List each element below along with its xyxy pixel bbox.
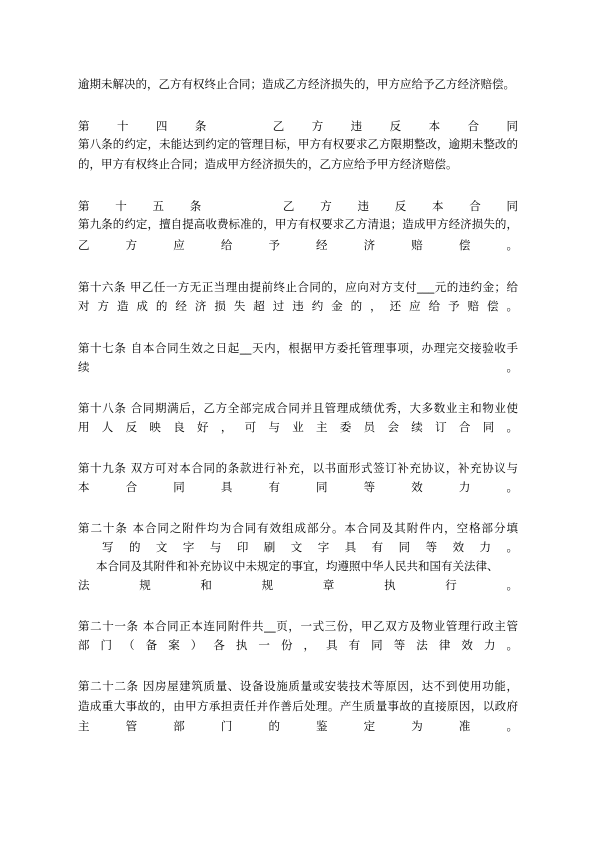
text-line: 第二十条 本合同之附件均为合同有效组成部分。本合同及其附件内，空格部分填 — [78, 521, 518, 535]
text-line: 第十九条 双方可对本合同的条款进行补充，以书面形式签订补充协议，补充协议与 — [78, 461, 518, 475]
text-line: 第十六条 甲乙任一方无正当理由提前终止合同的，应向对方支付___元的违约金；给 — [78, 280, 518, 294]
text-line: 第九条的约定，擅自提高收费标准的，甲方有权要求乙方清退；造成甲方经济损失的， — [78, 217, 518, 231]
text-line: 用人反映良好，可与业主委员会续订合同。 — [78, 420, 518, 434]
text-line: 乙 方 应 给 予 经 济 赔 偿 。 — [78, 238, 518, 252]
text-line: 部门（备案）各执一份，具有同等法律效力。 — [78, 638, 518, 652]
text-line: 本合同及其附件和补充协议中未规定的事宜，均遵照中华人民共和国有关法律、 — [96, 559, 499, 573]
article-heading: 第 十 五 条 乙 方 违 反 本 合 同 — [78, 199, 518, 213]
text-line: 第十七条 自本合同生效之日起__天内，根据甲方委托管理事项，办理完交接验收手 — [78, 341, 518, 355]
article-heading: 第 十 四 条 乙 方 违 反 本 合 同 — [78, 119, 518, 133]
text-line: 造成重大事故的，由甲方承担责任并作善后处理。产生质量事故的直接原因，以政府 — [78, 699, 518, 713]
text-line: 第二十一条 本合同正本连同附件共__页，一式三份，甲乙双方及物业管理行政主管 — [78, 619, 518, 633]
text-line: 的，甲方有权终止合同；造成甲方经济损失的，乙方应给予甲方经济赔偿。 — [78, 157, 458, 171]
text-line: 第二十二条 因房屋建筑质量、设备设施质量或安装技术等原因，达不到使用功能， — [78, 679, 518, 693]
text-line: 第十八条 合同期满后，乙方全部完成合同并且管理成绩优秀，大多数业主和物业使 — [78, 401, 518, 415]
text-line: 第八条的约定，未能达到约定的管理目标，甲方有权要求乙方限期整改，逾期未整改的 — [78, 137, 518, 151]
text-line: 续 。 — [78, 360, 518, 374]
text-line: 法 规 和 规 章 执 行 。 — [78, 578, 518, 592]
text-line: 写的文字与印刷文字具有同等效力。 — [102, 540, 518, 554]
text-line: 本 合 同 具 有 同 等 效 力 。 — [78, 480, 518, 494]
text-line: 逾期未解决的，乙方有权终止合同；造成乙方经济损失的，甲方应给予乙方经济赔偿。 — [78, 77, 515, 91]
text-line: 主 管 部 门 的 鉴 定 为 准 。 — [78, 719, 518, 733]
text-line: 对方造成的经济损失超过违约金的，还应给予赔偿。 — [78, 299, 518, 313]
